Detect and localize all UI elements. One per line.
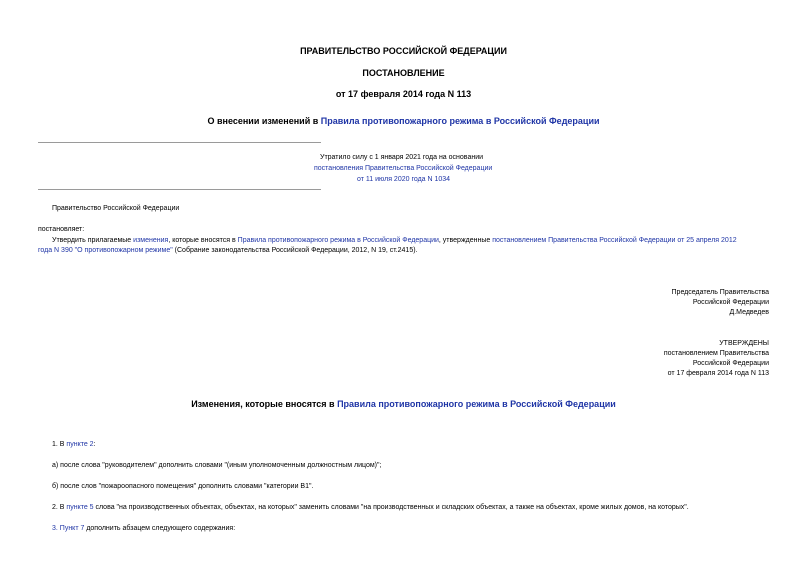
changes-title-text: Изменения, которые вносятся в	[191, 399, 338, 409]
document-date-number: от 17 февраля 2014 года N 113	[335, 89, 472, 99]
text: :	[93, 441, 96, 448]
signature-org: Российской Федерации	[692, 299, 769, 306]
text: дополнить абзацем следующего содержания:	[84, 525, 236, 532]
document-title-text: О внесении изменений в	[207, 116, 321, 126]
item-1b: б) после слов "пожароопасного помещения" дополнить словами "категории В1".	[52, 483, 314, 490]
text: , которые вносятся в	[168, 237, 238, 244]
divider-top	[38, 142, 321, 143]
status-note-link-date[interactable]: от 11 июля 2020 года N 1034	[357, 176, 451, 183]
item-3	[52, 523, 235, 534]
text: Утвердить прилагаемые	[52, 237, 134, 244]
signature-name: Д.Медведев	[729, 309, 769, 316]
preamble-paragraph-line2	[38, 245, 418, 256]
document-title	[0, 116, 807, 126]
changes-title-link[interactable]: Правила противопожарного режима в Российской Федерации	[337, 399, 616, 409]
text: слова "на производственных объектах, объектах, на которых" заменить словами "на производственных и складских объектах, а также на объектах, кроме жилых домов, на которых".	[93, 504, 689, 511]
decree-390-link-cont[interactable]: года N 390 "О противопожарном режиме"	[38, 247, 173, 254]
divider-bottom	[38, 189, 321, 190]
approved-date: от 17 февраля 2014 года N 113	[667, 370, 769, 377]
signature-title: Председатель Правительства	[671, 289, 769, 296]
approved-heading: УТВЕРЖДЕНЫ	[719, 340, 769, 347]
item-2-link[interactable]: пункте 5	[66, 504, 94, 511]
text: 1. В	[52, 441, 67, 448]
text: 2. В	[52, 504, 67, 511]
item-3-link[interactable]: 3. Пункт 7	[52, 525, 85, 532]
document-type: ПОСТАНОВЛЕНИЕ	[362, 68, 445, 78]
preamble-resolves: постановляет:	[38, 226, 85, 233]
government-heading: ПРАВИТЕЛЬСТВО РОССИЙСКОЙ ФЕДЕРАЦИИ	[300, 46, 507, 56]
rules-link[interactable]: Правила противопожарного режима в Российской Федерации	[237, 237, 439, 244]
status-note-link-decree[interactable]: постановления Правительства Российской Федерации	[314, 165, 493, 172]
preamble-intro: Правительство Российской Федерации	[52, 205, 180, 212]
item-1a: а) после слова "руководителем" дополнить словами "(иным уполномоченным должностным лицом)";	[52, 462, 382, 469]
item-1-link[interactable]: пункте 2	[66, 441, 94, 448]
changes-title	[0, 399, 807, 409]
approved-by: постановлением Правительства	[663, 350, 769, 357]
decree-390-link[interactable]: постановлением Правительства Российской Федерации от 25 апреля 2012	[492, 237, 737, 244]
item-1	[52, 439, 96, 450]
text: (Собрание законодательства Российской Федерации, 2012, N 19, ст.2415).	[172, 247, 418, 254]
approved-org: Российской Федерации	[692, 360, 769, 367]
text: , утвержденные	[438, 237, 493, 244]
status-note-line1: Утратило силу с 1 января 2021 года на основании	[320, 154, 484, 161]
item-2	[52, 502, 689, 513]
document-title-link[interactable]: Правила противопожарного режима в Российской Федерации	[320, 116, 600, 126]
changes-link[interactable]: изменения	[133, 237, 169, 244]
